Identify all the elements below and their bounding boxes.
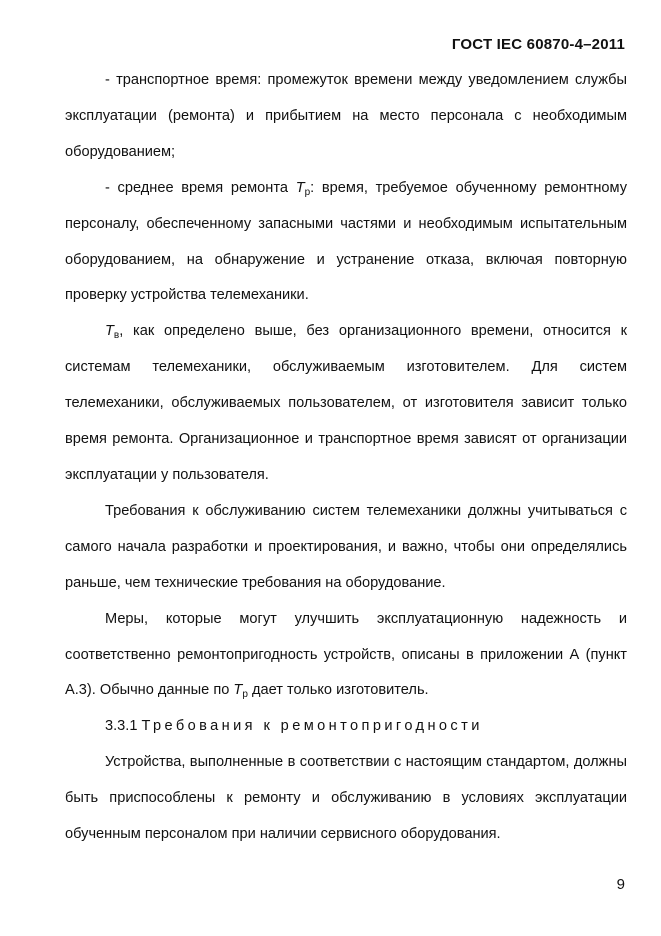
- paragraph-devices: Устройства, выполненные в соответствии с настоящим стандартом, должны быть приспособлены к ремонту и обслуживанию в условиях эксплуатации обученным персоналом при наличии сервисного оборудования.: [65, 754, 627, 843]
- document-header: ГОСТ IEC 60870-4–2011: [451, 36, 625, 53]
- section-title: Требования к ремонтопригодности: [141, 718, 483, 735]
- subscript: р: [242, 689, 248, 701]
- text-fragment: дает только изготовитель.: [247, 682, 429, 699]
- subscript: р: [304, 186, 311, 198]
- text-fragment: - среднее время ремонта: [105, 179, 296, 196]
- variable-t: T: [105, 323, 114, 340]
- text-fragment: , как определено выше, без организационного времени, относится к системам телемеханики, обслуживаемым изготовителем. Для систем телемеханики, обслуживаемых пользователем, от изготовителя зависит только время ремонта. Организационное и транспортное время зависят от организации эксплуатации у пользователя.: [65, 323, 627, 483]
- paragraph-tv-definition: [65, 314, 627, 494]
- section-heading: [65, 709, 627, 745]
- page-number: 9: [616, 876, 625, 893]
- subscript: в: [113, 330, 120, 342]
- document-body: [65, 63, 627, 853]
- paragraph-mean-repair-time: [65, 171, 627, 315]
- section-number: 3.3.1: [105, 718, 138, 735]
- text-fragment: Меры, которые могут улучшить эксплуатационную надежность и соответственно ремонтопригодность устройств, описаны в приложении А (пункт А.3). Обычно данные по: [65, 610, 627, 699]
- paragraph-measures: [65, 602, 627, 710]
- paragraph-transport-time: - транспортное время: промежуток времени между уведомлением службы эксплуатации (ремонта) и прибытием на место персонала с необходимым оборудованием;: [65, 72, 627, 160]
- variable-t: T: [233, 682, 243, 699]
- variable-t: T: [295, 179, 305, 196]
- text-fragment: : время, требуемое обученному ремонтному персоналу, обеспеченному запасными частями и необходимым испытательным оборудованием, на обнаружение и устранение отказа, включая повторную проверку устройства телемеханики.: [65, 179, 627, 304]
- paragraph-maintenance-requirements: Требования к обслуживанию систем телемеханики должны учитываться с самого начала разработки и проектирования, и важно, чтобы они определялись раньше, чем технические требования на оборудование.: [65, 502, 627, 591]
